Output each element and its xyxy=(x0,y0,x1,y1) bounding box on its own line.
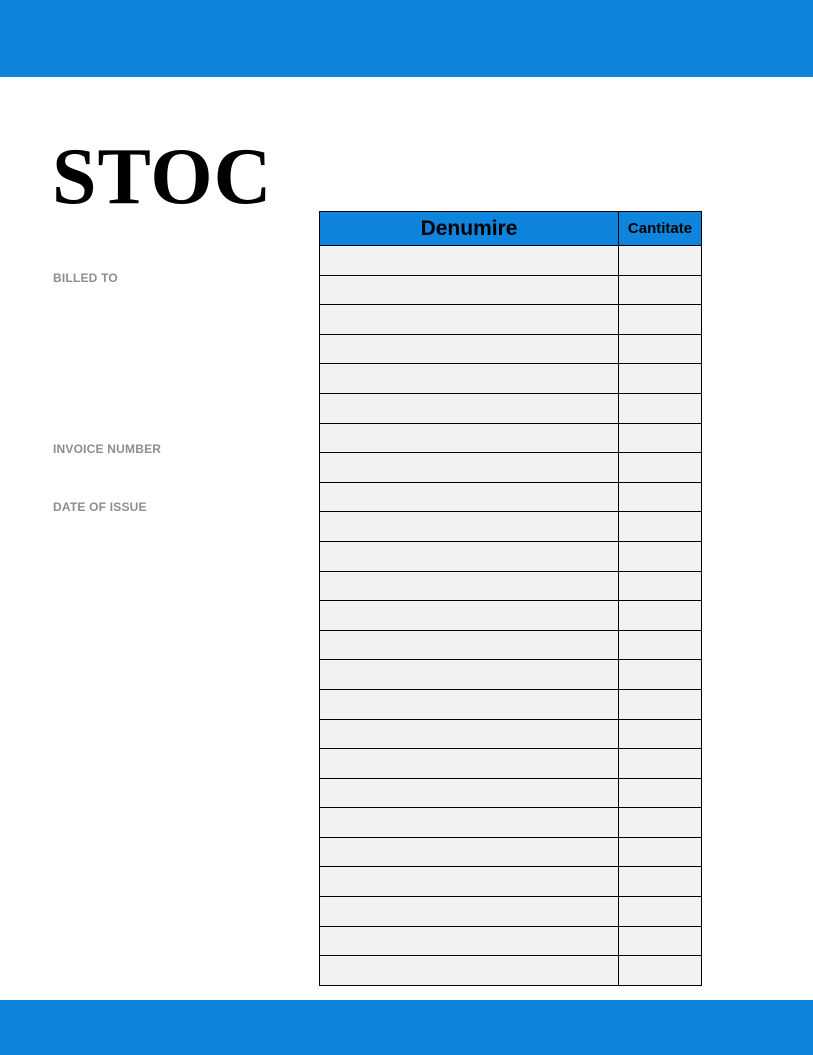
cell-name[interactable] xyxy=(320,423,619,453)
cell-name[interactable] xyxy=(320,808,619,838)
cell-quantity[interactable] xyxy=(619,897,702,927)
table-row xyxy=(320,778,702,808)
cell-quantity[interactable] xyxy=(619,364,702,394)
table-header-row xyxy=(320,212,702,246)
table-row xyxy=(320,601,702,631)
cell-name[interactable] xyxy=(320,660,619,690)
column-header-name: Denumire xyxy=(320,212,619,246)
cell-name[interactable] xyxy=(320,837,619,867)
table-row xyxy=(320,837,702,867)
cell-name[interactable] xyxy=(320,601,619,631)
cell-quantity[interactable] xyxy=(619,512,702,542)
table-row xyxy=(320,393,702,423)
table-row xyxy=(320,571,702,601)
table-body xyxy=(320,246,702,986)
table-row xyxy=(320,719,702,749)
cell-quantity[interactable] xyxy=(619,689,702,719)
document-title: STOC xyxy=(52,133,273,221)
cell-name[interactable] xyxy=(320,305,619,335)
cell-name[interactable] xyxy=(320,749,619,779)
cell-quantity[interactable] xyxy=(619,601,702,631)
table-row xyxy=(320,541,702,571)
cell-name[interactable] xyxy=(320,512,619,542)
table-row xyxy=(320,689,702,719)
cell-name[interactable] xyxy=(320,897,619,927)
table-row xyxy=(320,926,702,956)
table-row xyxy=(320,275,702,305)
invoice-number-label: INVOICE NUMBER xyxy=(53,442,162,456)
cell-quantity[interactable] xyxy=(619,630,702,660)
cell-name[interactable] xyxy=(320,719,619,749)
cell-quantity[interactable] xyxy=(619,749,702,779)
cell-name[interactable] xyxy=(320,364,619,394)
cell-quantity[interactable] xyxy=(619,305,702,335)
table-row xyxy=(320,512,702,542)
cell-quantity[interactable] xyxy=(619,778,702,808)
cell-name[interactable] xyxy=(320,571,619,601)
cell-quantity[interactable] xyxy=(619,571,702,601)
cell-name[interactable] xyxy=(320,689,619,719)
table-row xyxy=(320,867,702,897)
cell-quantity[interactable] xyxy=(619,867,702,897)
column-header-quantity: Cantitate xyxy=(619,212,702,246)
cell-name[interactable] xyxy=(320,956,619,986)
cell-quantity[interactable] xyxy=(619,393,702,423)
cell-name[interactable] xyxy=(320,541,619,571)
cell-name[interactable] xyxy=(320,630,619,660)
cell-quantity[interactable] xyxy=(619,482,702,512)
cell-name[interactable] xyxy=(320,453,619,483)
table-row xyxy=(320,956,702,986)
cell-name[interactable] xyxy=(320,275,619,305)
table-row xyxy=(320,334,702,364)
table-row xyxy=(320,305,702,335)
cell-name[interactable] xyxy=(320,926,619,956)
stock-table xyxy=(319,211,702,986)
table-row xyxy=(320,808,702,838)
cell-name[interactable] xyxy=(320,778,619,808)
cell-name[interactable] xyxy=(320,867,619,897)
cell-name[interactable] xyxy=(320,393,619,423)
cell-quantity[interactable] xyxy=(619,660,702,690)
table-row xyxy=(320,364,702,394)
cell-quantity[interactable] xyxy=(619,808,702,838)
table-row xyxy=(320,749,702,779)
table-row xyxy=(320,897,702,927)
date-of-issue-label: DATE OF ISSUE xyxy=(53,500,147,514)
cell-name[interactable] xyxy=(320,246,619,276)
cell-quantity[interactable] xyxy=(619,956,702,986)
table-row xyxy=(320,246,702,276)
cell-quantity[interactable] xyxy=(619,926,702,956)
table-row xyxy=(320,482,702,512)
cell-quantity[interactable] xyxy=(619,453,702,483)
table-row xyxy=(320,630,702,660)
table-row xyxy=(320,423,702,453)
cell-quantity[interactable] xyxy=(619,719,702,749)
billed-to-label: BILLED TO xyxy=(53,271,118,285)
header-band xyxy=(0,0,813,77)
cell-quantity[interactable] xyxy=(619,275,702,305)
cell-quantity[interactable] xyxy=(619,246,702,276)
footer-band xyxy=(0,1000,813,1055)
cell-quantity[interactable] xyxy=(619,334,702,364)
table-row xyxy=(320,660,702,690)
cell-quantity[interactable] xyxy=(619,423,702,453)
cell-quantity[interactable] xyxy=(619,837,702,867)
cell-name[interactable] xyxy=(320,334,619,364)
table-row xyxy=(320,453,702,483)
cell-name[interactable] xyxy=(320,482,619,512)
cell-quantity[interactable] xyxy=(619,541,702,571)
